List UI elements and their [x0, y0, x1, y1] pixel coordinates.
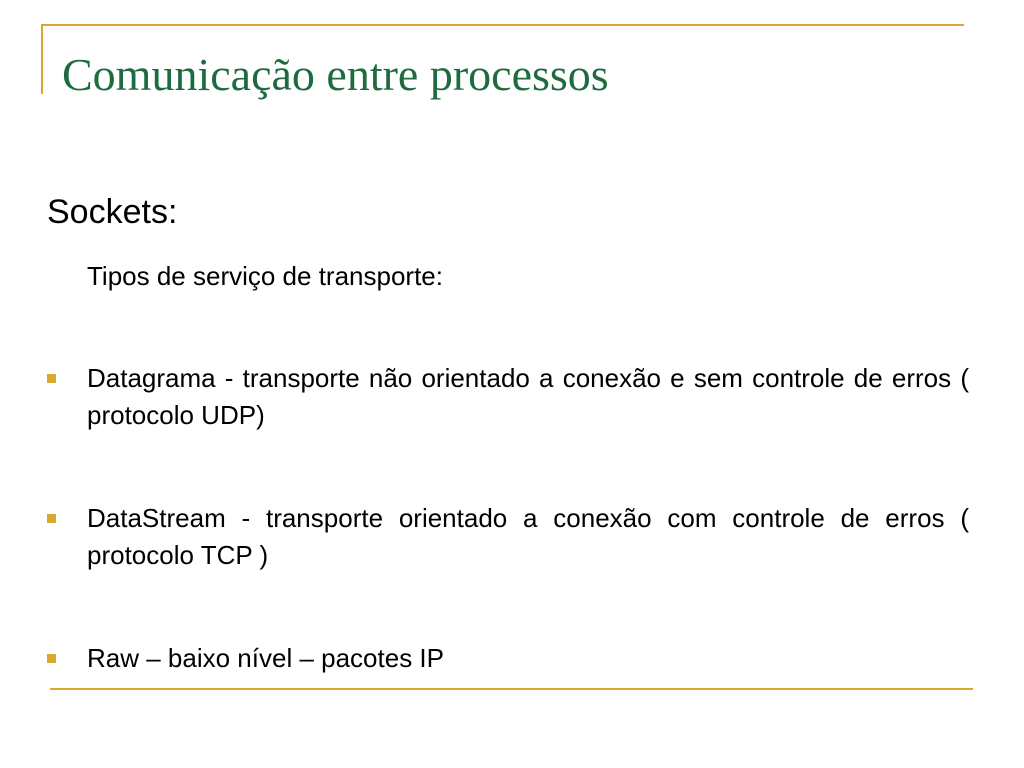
square-bullet-icon	[47, 654, 56, 663]
frame-bottom-line	[50, 688, 973, 690]
square-bullet-icon	[47, 374, 56, 383]
bullet-item-datagrama	[47, 360, 969, 434]
slide-title: Comunicação entre processos	[62, 49, 609, 100]
bullet-text: DataStream - transporte orientado a conexão com controle de erros ( protocolo TCP )	[87, 503, 969, 570]
bullet-item-raw	[47, 640, 969, 677]
bullet-text: Datagrama - transporte não orientado a conexão e sem controle de erros ( protocolo UDP)	[87, 363, 969, 430]
square-bullet-icon	[47, 514, 56, 523]
bullet-text: Raw – baixo nível – pacotes IP	[87, 643, 444, 673]
frame-top-line	[41, 24, 964, 26]
bullet-list	[47, 360, 969, 677]
subheading: Tipos de serviço de transporte:	[87, 261, 443, 291]
bullet-item-datastream	[47, 500, 969, 574]
section-heading: Sockets:	[47, 193, 178, 231]
frame-left-line	[41, 24, 43, 94]
